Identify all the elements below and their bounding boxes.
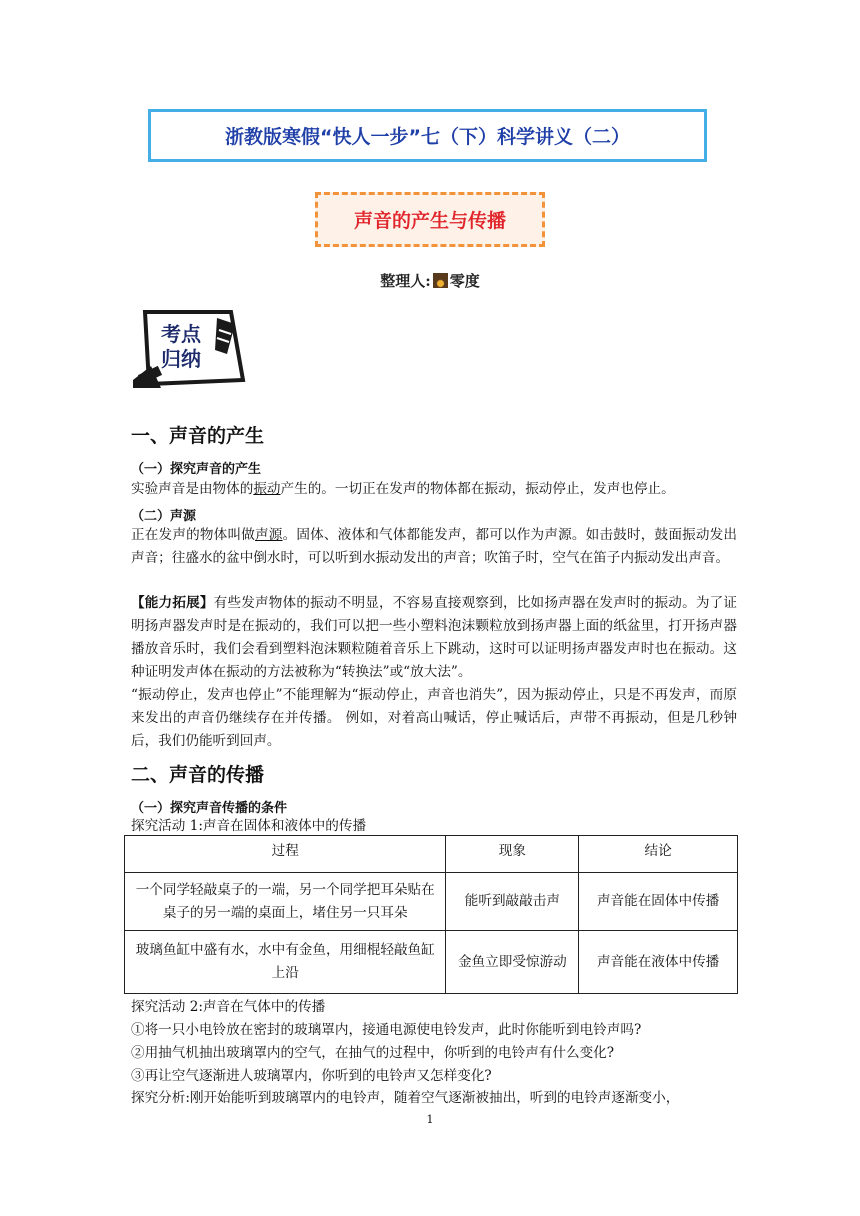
table-cell: 金鱼立即受惊游动 xyxy=(446,931,579,994)
subheading-propagation-conditions: （一）探究声音传播的条件 xyxy=(131,801,288,816)
organizer-label: 整理人: xyxy=(380,272,431,290)
ability-extension-label: 【能力拓展】 xyxy=(131,595,214,611)
table-cell: 能听到敲敲击声 xyxy=(446,873,579,931)
badge-text-line1: 考点 xyxy=(161,322,201,346)
activity-2-step: ①将一只小电铃放在密封的玻璃罩内，接通电源使电铃发声，此时你能听到电铃声吗? xyxy=(131,1022,642,1038)
lesson-title: 声音的产生与传播 xyxy=(315,192,545,247)
organizer-line xyxy=(0,270,860,291)
badge-text-line2: 归纳 xyxy=(161,347,201,371)
subheading-explore-production: （一）探究声音的产生 xyxy=(131,462,262,477)
text-segment: 产生的。一切正在发声的物体都在振动，振动停止，发声也停止。 xyxy=(280,481,675,497)
table-header-row xyxy=(125,836,738,873)
organizer-name: 零度 xyxy=(449,272,480,290)
page-number: 1 xyxy=(426,1113,434,1126)
text-segment: 实验声音是由物体的 xyxy=(131,481,254,497)
table-cell: 一个同学轻敲桌子的一端，另一个同学把耳朵贴在桌子的另一端的桌面上，堵住另一只耳朵 xyxy=(125,873,446,931)
subheading-sound-source: （二）声源 xyxy=(131,509,197,524)
paragraph-sound-source xyxy=(131,524,737,570)
underlined-term-vibration: 振动 xyxy=(253,481,281,497)
experiment-table xyxy=(124,835,738,994)
paragraph-note: “振动停止，发声也停止”不能理解为“振动停止，声音也消失”，因为振动停止，只是不再发声，而原来发出的声音仍继续存在并传播。 例如，对着高山喊话，停止喊话后，声带不再振动，但是几秒钟后，我们仍能听到回声。 xyxy=(131,687,737,749)
table-cell: 玻璃鱼缸中盛有水，水中有金鱼，用细棍轻敲鱼缸上沿 xyxy=(125,931,446,994)
text-segment: 正在发声的物体叫做 xyxy=(131,527,255,543)
activity-2-title: 探究活动 2:声音在气体中的传播 xyxy=(131,999,326,1015)
section-heading-propagation: 二、声音的传播 xyxy=(131,764,265,786)
activity-2-step: ②用抽气机抽出玻璃罩内的空气，在抽气的过程中，你听到的电铃声有什么变化? xyxy=(131,1045,615,1061)
activity-2-step: ③再让空气逐渐进人玻璃罩内，你听到的电铃声又怎样变化? xyxy=(131,1068,492,1084)
text-segment: 有些发声物体的振动不明显，不容易直接观察到，比如扬声器在发声时的振动。为了证明扬声器发声时是在振动的，我们可以把一些小塑料泡沫颗粒放到扬声器上面的纸盆里，打开扬声器播放音乐时，我们会看到塑料泡沫颗粒随着音乐上下跳动，这时可以证明扬声器发声时也在振动。这种证明发声体在振动的方法被称为“转换法”或“放大法”。 xyxy=(131,595,738,680)
activity-1-title: 探究活动 1:声音在固体和液体中的传播 xyxy=(131,818,367,834)
underlined-term-source: 声源 xyxy=(255,527,283,543)
key-points-badge-icon xyxy=(131,310,246,388)
analysis-text: 探究分析:刚开始能听到玻璃罩内的电铃声，随着空气逐渐被抽出，听到的电铃声逐渐变小， xyxy=(131,1090,680,1106)
table-header: 过程 xyxy=(125,836,446,873)
paragraph-ability-extension xyxy=(131,592,737,684)
table-row xyxy=(125,873,738,931)
text-segment: 。固体、液体和气体都能发声，都可以作为声源。如击鼓时，鼓面振动发出声音；往盛水的盆中倒水时，可以听到水振动发出的声音；吹笛子时，空气在笛子内振动发出声音。 xyxy=(131,527,738,566)
section-heading-production: 一、声音的产生 xyxy=(131,425,265,447)
table-cell: 声音能在固体中传播 xyxy=(579,873,738,931)
table-cell: 声音能在液体中传播 xyxy=(579,931,738,994)
table-header: 现象 xyxy=(446,836,579,873)
document-title: 浙教版寒假“快人一步”七（下）科学讲义（二） xyxy=(148,109,707,162)
paragraph-production xyxy=(131,478,737,501)
table-header: 结论 xyxy=(579,836,738,873)
organizer-avatar-icon xyxy=(433,273,448,288)
table-row xyxy=(125,931,738,994)
